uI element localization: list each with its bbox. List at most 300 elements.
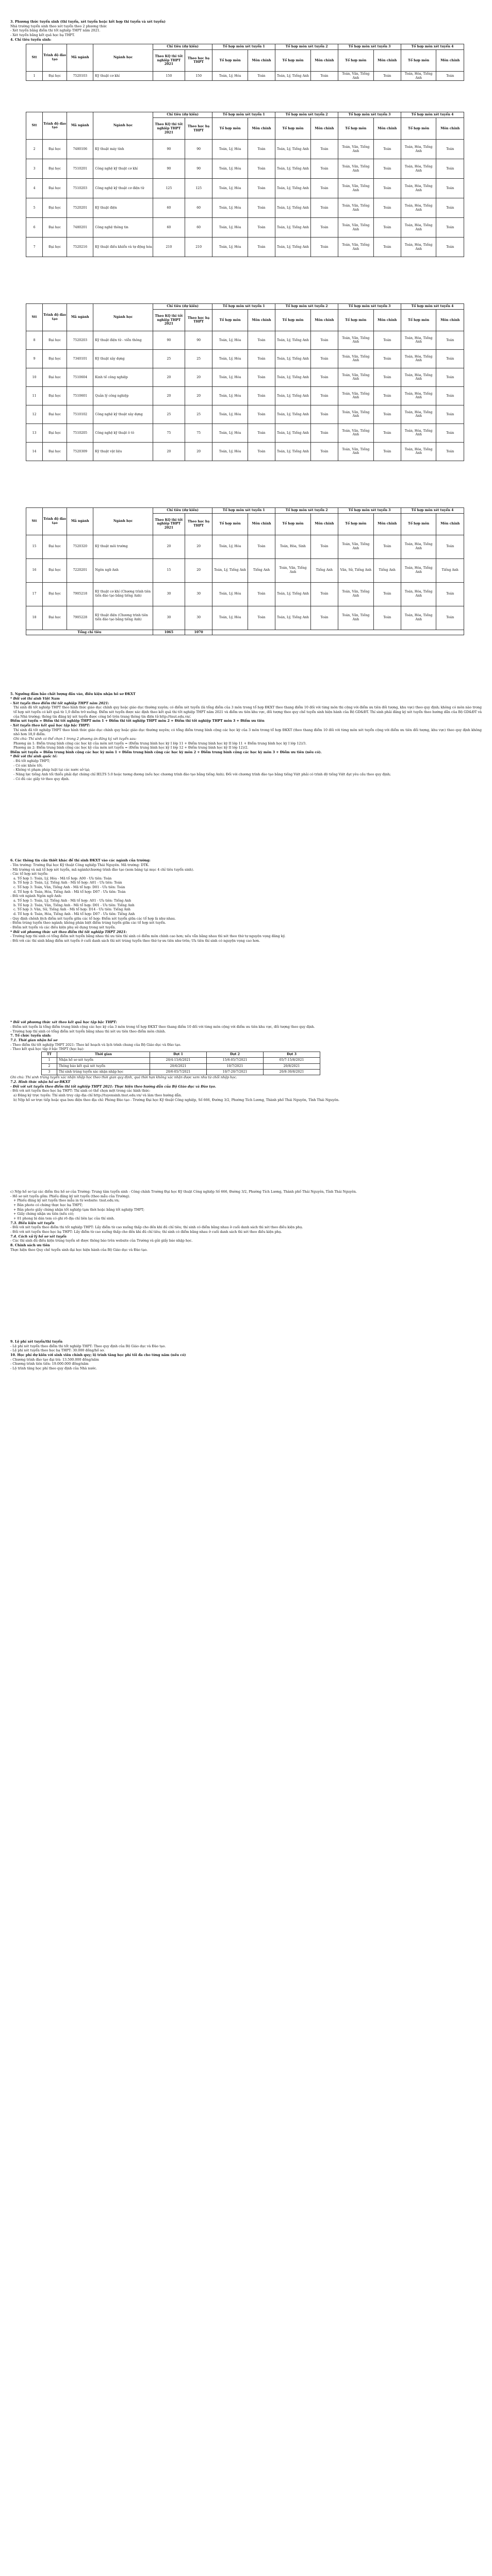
- col-combo-sub: Tổ hợp môn: [401, 118, 436, 140]
- table-cell: Công nghệ kỹ thuật cơ điện tử: [93, 179, 153, 198]
- col-combo-sub: Tổ hợp môn: [401, 513, 436, 535]
- timeline-head: Đợt 3: [264, 1052, 320, 1057]
- combo-item: b. Tổ hợp 2: Toán, Văn, Tiếng Anh - Mã tổ hợp: D01 - Ưu tiên: Tiếng Anh: [13, 903, 135, 907]
- table-cell: Toán: [373, 238, 401, 257]
- col-quota-thpt: Theo KQ thi tốt nghiệp THPT 2021: [153, 513, 185, 535]
- table-cell: 25: [153, 349, 185, 368]
- col-level: Trình độ đào tạo: [43, 112, 67, 140]
- col-combo-sub: Tổ hợp môn: [401, 49, 436, 71]
- table-row: [26, 442, 464, 461]
- sec5-a2-p1: Phương án 1: Điểm trung bình cộng các học kỳ của môn xét tuyển = (Điểm trung bình học kỳ I lớp 11 + Điểm trung bình học kỳ II lớp 11 + Điểm trung bình học kỳ I lớp 12)/3.: [13, 741, 307, 745]
- combo-item: a. Tổ hợp 1: Toán, Lý, Hóa - Mã tổ hợp: A00 - Ưu tiên: Toán: [13, 876, 112, 880]
- table-cell: 7340101: [67, 349, 93, 368]
- table-row: [26, 159, 464, 179]
- timeline-head: TT: [42, 1052, 57, 1057]
- table-cell: Toán, Hóa, Tiếng Anh: [401, 159, 436, 179]
- col-main-sub: Môn chính: [310, 118, 338, 140]
- sec7-line: * Đối với phương thức xét theo kết quả học tập bậc THPT:: [10, 1020, 117, 1025]
- table-cell: 7510201: [67, 159, 93, 179]
- table-cell: Tiếng Anh: [436, 558, 464, 582]
- timeline-head: Đợt 1: [150, 1052, 207, 1057]
- table-cell: Văn, Sử, Tiếng Anh: [338, 558, 373, 582]
- col-stt: Stt: [26, 112, 43, 140]
- timeline-body: [42, 1058, 320, 1075]
- table-cell: 90: [185, 140, 212, 159]
- col-main-sub: Môn chính: [436, 49, 464, 71]
- total-hb: 1070: [185, 630, 212, 635]
- col-code: Mã ngành: [67, 507, 93, 535]
- table-cell: Toán: [373, 71, 401, 81]
- col-quota: Chỉ tiêu (dự kiến): [153, 507, 212, 513]
- table-cell: Toán, Lý, Hóa: [212, 71, 248, 81]
- col-combo4: Tổ hợp môn xét tuyển 4: [401, 507, 464, 513]
- table-cell: Toán, Hóa, Tiếng Anh: [401, 423, 436, 442]
- sec7-line: - Theo điểm thi tốt nghiệp THPT 2021: Theo kế hoạch và lịch trình chung của Bộ Giáo dục và Đào tạo.: [10, 1042, 182, 1047]
- section-8: [10, 1190, 482, 1252]
- table-row: [26, 140, 464, 159]
- timeline-cell: 20/8-30/8/2021: [264, 1070, 320, 1075]
- table-cell: Đại học: [43, 442, 67, 461]
- col-quota-hb: Theo học bạ THPT: [185, 118, 212, 140]
- combo-item: a. Tổ hợp 1: Toán, Lý, Tiếng Anh - Mã tổ hợp: A01 - Ưu tiên: Tiếng Anh: [13, 899, 132, 903]
- table-row: [26, 331, 464, 349]
- sec5-a2-p2: Phương án 2: Điểm trung bình cộng các học kỳ của môn xét tuyển = (Điểm trung bình học kỳ I lớp 12 + Điểm trung bình học kỳ II lớp 12)/2.: [13, 745, 249, 750]
- table-cell: Toán: [310, 179, 338, 198]
- col-stt: Stt: [26, 507, 43, 535]
- table-cell: Toán: [373, 331, 401, 349]
- sec6-line: - Đối với ngành Ngôn ngữ Anh:: [10, 894, 62, 899]
- table-cell: Toán: [310, 198, 338, 218]
- sec5-a1: - Xét tuyển theo điểm thi tốt nghiệp THPT năm 2021:: [10, 701, 109, 705]
- table-cell: Toán: [248, 71, 275, 81]
- table-cell: Toán, Văn, Tiếng Anh: [338, 218, 373, 238]
- table-cell: Đại học: [43, 71, 67, 81]
- sec8-sub: 7.4. Cách xử lý hồ sơ xét tuyển: [10, 1234, 67, 1239]
- table-cell: Toán: [436, 423, 464, 442]
- table-cell: Đại học: [43, 582, 67, 606]
- table-cell: Kỹ thuật điện (Chương trình tiên tiến đào tạo bằng tiếng Anh): [93, 606, 153, 630]
- table-cell: Toán, Hóa, Tiếng Anh: [401, 71, 436, 81]
- timeline-cell: 20/8/2021: [264, 1063, 320, 1069]
- table-cell: 20: [185, 386, 212, 405]
- table-cell: Toán, Lý, Tiếng Anh: [212, 558, 248, 582]
- col-combo-sub: Tổ hợp môn: [275, 118, 310, 140]
- quota-table-body: [26, 71, 464, 81]
- table-row: [26, 405, 464, 423]
- table-cell: 30: [185, 606, 212, 630]
- table-cell: Công nghệ thông tin: [93, 218, 153, 238]
- table-cell: 16: [26, 558, 43, 582]
- table-cell: 7520216: [67, 238, 93, 257]
- table-cell: Toán: [436, 582, 464, 606]
- table-cell: Toán, Hóa, Tiếng Anh: [401, 238, 436, 257]
- table-cell: 20: [185, 368, 212, 386]
- sec9-line: - Chương trình tiên tiến: 19.000.000 đồng/năm: [10, 1362, 89, 1366]
- table-cell: Toán, Lý, Hóa: [212, 368, 248, 386]
- table-row: [26, 558, 464, 582]
- col-major: Ngành học: [93, 304, 153, 331]
- table-row: [26, 198, 464, 218]
- table-cell: 20: [153, 368, 185, 386]
- sec8-line: c) Nộp hồ sơ tại các điểm thu hồ sơ của Trường: Trung tâm tuyển sinh - Công chính Trường Đại học Kỹ thuật Công nghiệp Số 666, Đường 3/2, Phường Tích Lương, Thành phố Thái Nguyên, Tỉnh Thái Nguyên.: [10, 1190, 357, 1194]
- sec5-b-line: - Đủ tốt nghiệp THPT;: [13, 759, 51, 764]
- table-cell: Toán, Lý, Tiếng Anh: [275, 179, 310, 198]
- sec6-line: - Điểm xét tuyển và các điều kiện phụ sử dụng trong xét tuyển.: [10, 925, 116, 929]
- sec5-b-line: - Có sức khỏe tốt;: [13, 763, 43, 768]
- section-10-title: 10. Học phí dự kiến với sinh viên chính quy; lộ trình tăng học phí tối đa cho từng năm (nếu có): [10, 1353, 186, 1358]
- sec7-line: - Đối với xét tuyển theo điểm thi tốt nghiệp THPT 2021: Thực hiện theo hướng dẫn của Bộ Giáo dục và Đào tạo.: [10, 1084, 216, 1089]
- table-cell: Toán: [310, 331, 338, 349]
- table-cell: 13: [26, 423, 43, 442]
- table-cell: Toán, Lý, Hóa: [212, 606, 248, 630]
- col-combo1: Tổ hợp môn xét tuyển 1: [212, 112, 275, 118]
- table-cell: Toán, Hóa, Tiếng Anh: [401, 386, 436, 405]
- col-combo-sub: Tổ hợp môn: [212, 513, 248, 535]
- table-cell: 90: [153, 331, 185, 349]
- table-cell: 30: [185, 582, 212, 606]
- table-cell: Toán: [310, 159, 338, 179]
- table-cell: Toán: [248, 368, 275, 386]
- col-combo-sub: Tổ hợp môn: [338, 309, 373, 331]
- col-quota-thpt: Theo KQ thi tốt nghiệp THPT 2021: [153, 49, 185, 71]
- table-row: [26, 218, 464, 238]
- col-main-sub: Môn chính: [248, 49, 275, 71]
- table-cell: Toán, Lý, Hóa: [212, 386, 248, 405]
- sec5-b-line: - Năng lực tiếng Anh tối thiểu phải đạt chứng chỉ IELTS 5.0 hoặc tương đương (nếu học chương trình đào tạo bằng tiếng Anh); Đối với chương trình đào tạo bằng tiếng Việt phải có trình độ tiếng Việt đạt yêu cầu theo quy định;: [13, 772, 391, 776]
- table-cell: Kỹ thuật máy tính: [93, 140, 153, 159]
- table-cell: Kỹ thuật điện tử - viễn thông: [93, 331, 153, 349]
- intro-line: - Xét tuyển bằng điểm thi tốt nghiệp THPT năm 2021.: [10, 28, 101, 33]
- table-cell: 20: [185, 558, 212, 582]
- table-cell: Toán: [310, 606, 338, 630]
- table-cell: 20: [153, 442, 185, 461]
- table-cell: Toán: [310, 368, 338, 386]
- combo-item: d. Tổ hợp 4: Toán, Hóa, Tiếng Anh - Mã tổ hợp: D07 - Ưu tiên: Toán: [13, 889, 126, 894]
- table-row: [26, 179, 464, 198]
- table-cell: Toán: [373, 606, 401, 630]
- table-row: [26, 535, 464, 558]
- table-cell: Toán: [248, 582, 275, 606]
- table-cell: Toán, Lý, Hóa: [212, 218, 248, 238]
- table-cell: 1: [26, 71, 43, 81]
- table-cell: Toán: [436, 349, 464, 368]
- col-main-sub: Môn chính: [248, 309, 275, 331]
- table-cell: Toán: [436, 140, 464, 159]
- col-combo-sub: Tổ hợp môn: [275, 309, 310, 331]
- quota-table-body: [26, 140, 464, 257]
- col-combo2: Tổ hợp môn xét tuyển 2: [275, 507, 338, 513]
- sec9-line: - Lệ phí xét tuyển theo học bạ THPT: 30.000 đồng/hồ sơ.: [10, 1348, 105, 1353]
- col-combo4: Tổ hợp môn xét tuyển 4: [401, 112, 464, 118]
- col-level: Trình độ đào tạo: [43, 507, 67, 535]
- table-cell: Kinh tế công nghiệp: [93, 368, 153, 386]
- table-cell: Đại học: [43, 159, 67, 179]
- sec9-line: - Lộ trình tăng học phí theo quy định của Nhà nước.: [10, 1366, 97, 1371]
- col-quota-thpt: Theo KQ thi tốt nghiệp THPT 2021: [153, 118, 185, 140]
- table-row: [26, 349, 464, 368]
- sec5-a2: - Xét tuyển theo kết quả học tập bậc THPT:: [10, 723, 90, 727]
- table-cell: Kỹ thuật môi trường: [93, 535, 153, 558]
- timeline-row: [42, 1063, 320, 1069]
- table-cell: 6: [26, 218, 43, 238]
- table-cell: Toán: [436, 331, 464, 349]
- table-cell: Toán, Lý, Tiếng Anh: [275, 140, 310, 159]
- sec7-line: - Trường hợp thí sinh có tổng điểm xét tuyển bằng nhau thì xét ưu tiên theo điểm môn chính.: [10, 1029, 166, 1033]
- table-cell: 9: [26, 349, 43, 368]
- table-cell: Toán: [373, 442, 401, 461]
- table-cell: 11: [26, 386, 43, 405]
- table-cell: 125: [153, 179, 185, 198]
- table-cell: 20: [185, 442, 212, 461]
- table-cell: Toán, Lý, Hóa: [212, 405, 248, 423]
- table-cell: Đại học: [43, 368, 67, 386]
- table-cell: Toán: [436, 535, 464, 558]
- table-cell: 17: [26, 582, 43, 606]
- table-cell: Đại học: [43, 198, 67, 218]
- table-cell: Toán: [373, 179, 401, 198]
- table-cell: Kỹ thuật cơ khí (Chương trình tiên tiến đào tạo bằng tiếng Anh): [93, 582, 153, 606]
- table-row: [26, 606, 464, 630]
- table-cell: Toán, Lý, Hóa: [212, 238, 248, 257]
- table-cell: 60: [185, 198, 212, 218]
- table-cell: 12: [26, 405, 43, 423]
- timeline-cell: 20/6/2021: [150, 1063, 207, 1069]
- table-cell: Toán, Lý, Tiếng Anh: [275, 606, 310, 630]
- table-cell: 7520309: [67, 442, 93, 461]
- table-cell: Đại học: [43, 238, 67, 257]
- table-cell: Toán, Lý, Tiếng Anh: [275, 423, 310, 442]
- col-combo1: Tổ hợp môn xét tuyển 1: [212, 304, 275, 310]
- col-combo4: Tổ hợp môn xét tuyển 4: [401, 44, 464, 50]
- col-combo4: Tổ hợp môn xét tuyển 4: [401, 304, 464, 310]
- table-cell: 7520320: [67, 535, 93, 558]
- table-cell: Toán: [436, 238, 464, 257]
- table-cell: Toán, Văn, Tiếng Anh: [338, 606, 373, 630]
- table-cell: 25: [153, 405, 185, 423]
- table-cell: Toán: [248, 442, 275, 461]
- sec8-line: Thực hiện theo Quy chế tuyển sinh đại học hiện hành của Bộ Giáo dục và Đào tạo.: [10, 1247, 148, 1252]
- table-cell: Toán, Văn, Tiếng Anh: [338, 179, 373, 198]
- col-quota: Chỉ tiêu (dự kiến): [153, 112, 212, 118]
- table-cell: Công nghệ kỹ thuật ô tô: [93, 423, 153, 442]
- sec9-line: - Chương trình đào tạo đại trà: 13.500.000 đồng/năm: [10, 1357, 99, 1362]
- col-combo-sub: Tổ hợp môn: [212, 118, 248, 140]
- table-cell: 8: [26, 331, 43, 349]
- sec5-b-line: - Không vi phạm pháp luật tại các nước sở tại;: [13, 768, 90, 772]
- table-cell: Toán, Văn, Tiếng Anh: [338, 198, 373, 218]
- table-cell: 7520203: [67, 331, 93, 349]
- table-cell: 75: [185, 423, 212, 442]
- col-combo-sub: Tổ hợp môn: [338, 513, 373, 535]
- section-5: [10, 692, 482, 781]
- col-combo1: Tổ hợp môn xét tuyển 1: [212, 44, 275, 50]
- table-cell: 7510102: [67, 405, 93, 423]
- table-cell: Toán, Hóa, Tiếng Anh: [401, 535, 436, 558]
- table-cell: Toán: [436, 368, 464, 386]
- table-cell: Toán: [373, 582, 401, 606]
- table-cell: Đại học: [43, 179, 67, 198]
- sec5-a2-note: Ghi chú: Thí sinh có thể chọn 1 trong 2 phương án đăng ký xét tuyển sau:: [13, 736, 137, 741]
- table-cell: Toán, Lý, Tiếng Anh: [275, 218, 310, 238]
- intro-line: - Xét tuyển bằng kết quả học bạ THPT.: [10, 32, 75, 37]
- timeline-cell: 2: [42, 1063, 57, 1069]
- col-combo3: Tổ hợp môn xét tuyển 3: [338, 304, 401, 310]
- table-cell: Toán, Lý, Hóa: [212, 442, 248, 461]
- timeline-cell: 20/4-15/6/2021: [150, 1058, 207, 1063]
- sec7-line: a) Đăng ký trực tuyến: Thí sinh truy cập địa chỉ http://tuyensinh.tnut.edu.vn/ và làm theo hướng dẫn.: [13, 1093, 182, 1097]
- table-cell: Toán, Văn, Tiếng Anh: [338, 368, 373, 386]
- table-cell: 18: [26, 606, 43, 630]
- table-cell: Toán: [310, 582, 338, 606]
- table-cell: 20: [185, 535, 212, 558]
- table-cell: Toán: [310, 442, 338, 461]
- table-cell: 75: [153, 423, 185, 442]
- col-main-sub: Môn chính: [310, 309, 338, 331]
- table-cell: Toán, Lý, Hóa: [212, 423, 248, 442]
- sec7-note: Ghi chú: Thí sinh trúng tuyển xác nhận nhập học theo thời gian quy định, quá thời hạn không xác nhận được xem như từ chối nhập học.: [10, 1075, 237, 1080]
- sec6-line: * Đối với phương thức xét theo điểm thi tốt nghiệp THPT 2021:: [10, 929, 127, 934]
- combo-item: c. Tổ hợp 3: Văn, Sử, Tiếng Anh - Mã tổ hợp: D14 - Ưu tiên: Tiếng Anh: [13, 907, 131, 912]
- col-combo2: Tổ hợp môn xét tuyển 2: [275, 112, 338, 118]
- col-stt: Stt: [26, 44, 43, 72]
- quota-table-body: [26, 331, 464, 461]
- table-cell: Toán: [373, 198, 401, 218]
- col-major: Ngành học: [93, 507, 153, 535]
- table-cell: Toán: [248, 179, 275, 198]
- sec8-line: - Các thí sinh đủ điều kiện trúng tuyển sẽ được thông báo trên website của Trường và gửi giấy báo nhập học.: [10, 1239, 193, 1243]
- table-cell: 15: [26, 535, 43, 558]
- table-cell: Kỹ thuật điện: [93, 198, 153, 218]
- table-cell: 15: [153, 558, 185, 582]
- table-cell: Toán, Văn, Tiếng Anh: [338, 423, 373, 442]
- timeline-cell: 10/7-20/7/2021: [207, 1070, 264, 1075]
- col-combo3: Tổ hợp môn xét tuyển 3: [338, 44, 401, 50]
- section-7: [10, 1020, 482, 1102]
- timeline-cell: Nhận hồ sơ xét tuyển: [57, 1058, 150, 1063]
- col-combo-sub: Tổ hợp môn: [212, 49, 248, 71]
- timeline-cell: Thông báo kết quả xét tuyển: [57, 1063, 150, 1069]
- table-cell: Toán: [373, 368, 401, 386]
- col-stt: Stt: [26, 304, 43, 331]
- table-cell: 210: [185, 238, 212, 257]
- table-cell: 7905218: [67, 582, 93, 606]
- combo-item: d. Tổ hợp 4: Toán, Hóa, Tiếng Anh - Mã tổ hợp: D07 - Ưu tiên: Tiếng Anh: [13, 911, 135, 916]
- table-cell: Toán, Hóa, Tiếng Anh: [401, 179, 436, 198]
- section-7-title: 7. Tổ chức tuyển sinh:: [10, 1033, 52, 1038]
- table-cell: Toán, Văn, Tiếng Anh: [338, 582, 373, 606]
- table-cell: Kỹ thuật vật liệu: [93, 442, 153, 461]
- col-combo-sub: Tổ hợp môn: [212, 309, 248, 331]
- col-major: Ngành học: [93, 112, 153, 140]
- table-cell: Tiếng Anh: [310, 558, 338, 582]
- table-cell: Công nghệ kỹ thuật cơ khí: [93, 159, 153, 179]
- sec8-line: + 01 phong bì dán tem có ghi rõ địa chỉ liên lạc của thí sinh.: [13, 1216, 115, 1221]
- quota-table-1: [26, 44, 464, 81]
- table-cell: 7510205: [67, 423, 93, 442]
- col-code: Mã ngành: [67, 44, 93, 72]
- table-cell: Toán: [248, 140, 275, 159]
- col-combo1: Tổ hợp môn xét tuyển 1: [212, 507, 275, 513]
- col-code: Mã ngành: [67, 304, 93, 331]
- timeline-head: Đợt 2: [207, 1052, 264, 1057]
- table-cell: Kỹ thuật cơ khí: [93, 71, 153, 81]
- table-cell: 90: [185, 331, 212, 349]
- col-main-sub: Môn chính: [310, 513, 338, 535]
- table-cell: Toán, Văn, Tiếng Anh: [338, 349, 373, 368]
- col-combo-sub: Tổ hợp môn: [275, 513, 310, 535]
- table-cell: Đại học: [43, 535, 67, 558]
- table-cell: Toán: [373, 349, 401, 368]
- sec7-sub: 7.1. Thời gian nhận hồ sơ: [10, 1038, 58, 1042]
- table-cell: Toán, Lý, Tiếng Anh: [275, 368, 310, 386]
- sec8-line: - Đối với xét tuyển theo học bạ THPT: Lấy điểm từ cao xuống thấp cho đến khi đủ chỉ tiêu; thí sinh có điểm bằng nhau ở cuối danh sách thì xét theo điều kiện phụ.: [10, 1229, 282, 1234]
- table-cell: Toán, Văn, Tiếng Anh: [338, 238, 373, 257]
- table-cell: Toán: [373, 218, 401, 238]
- col-quota-hb: Theo học bạ THPT: [185, 513, 212, 535]
- col-main-sub: Môn chính: [436, 118, 464, 140]
- timeline-row: [42, 1070, 320, 1075]
- table-cell: 7480201: [67, 218, 93, 238]
- table-cell: Toán, Lý, Tiếng Anh: [275, 582, 310, 606]
- quota-table-4: [26, 507, 464, 636]
- col-main-sub: Môn chính: [310, 49, 338, 71]
- timeline-row: [42, 1058, 320, 1063]
- table-cell: Toán: [248, 198, 275, 218]
- table-cell: 150: [153, 71, 185, 81]
- table-cell: Toán, Lý, Tiếng Anh: [275, 405, 310, 423]
- sec8-line: - Hồ sơ xét tuyển gồm: Phiếu đăng ký xét tuyển (theo mẫu của Trường).: [10, 1194, 130, 1198]
- sec8-line: + Phiếu đăng ký xét tuyển theo mẫu in từ website: tnut.edu.vn;: [13, 1198, 120, 1203]
- table-cell: Toán, Lý, Hóa: [212, 535, 248, 558]
- section-6: [10, 858, 482, 943]
- table-cell: 7510601: [67, 386, 93, 405]
- table-cell: Toán, Văn, Tiếng Anh: [338, 331, 373, 349]
- col-combo2: Tổ hợp môn xét tuyển 2: [275, 44, 338, 50]
- table-cell: Toán, Văn, Tiếng Anh: [338, 405, 373, 423]
- col-main-sub: Môn chính: [373, 118, 401, 140]
- sec7-line: - Đối với xét tuyển theo học bạ THPT: Thí sinh có thể chọn một trong các hình thức:: [10, 1089, 151, 1093]
- table-cell: 4: [26, 179, 43, 198]
- table-cell: 125: [185, 179, 212, 198]
- table-cell: Toán: [310, 140, 338, 159]
- table-cell: Toán: [310, 238, 338, 257]
- table-cell: 90: [185, 159, 212, 179]
- table-cell: Đại học: [43, 218, 67, 238]
- timeline-cell: 3: [42, 1070, 57, 1075]
- sec6-line: - Mã trường và mã tổ hợp xét tuyển, mã ngành/chương trình đào tạo (xem bảng tại mục 4 chỉ tiêu tuyển sinh).: [10, 867, 194, 872]
- table-cell: Toán, Văn, Tiếng Anh: [338, 535, 373, 558]
- sec6-line: - Đối với các thí sinh bằng điểm xét tuyển ở cuối danh sách thì xét trúng tuyển theo thứ tự ưu tiên như trên; Ưu tiên thí sinh có nguyện vọng cao hơn.: [10, 938, 260, 943]
- table-cell: Toán, Hóa, Tiếng Anh: [401, 442, 436, 461]
- table-cell: 7510604: [67, 368, 93, 386]
- table-cell: Đại học: [43, 423, 67, 442]
- quota-table-2: [26, 112, 464, 257]
- table-cell: Tiếng Anh: [248, 558, 275, 582]
- col-quota-hb: Theo học bạ THPT: [185, 309, 212, 331]
- col-quota-hb: Theo học bạ THPT: [185, 49, 212, 71]
- table-row: [26, 386, 464, 405]
- table-cell: Công nghệ kỹ thuật xây dựng: [93, 405, 153, 423]
- col-combo-sub: Tổ hợp môn: [401, 309, 436, 331]
- col-main-sub: Môn chính: [248, 118, 275, 140]
- table-cell: 7220201: [67, 558, 93, 582]
- table-cell: Toán: [248, 386, 275, 405]
- col-level: Trình độ đào tạo: [43, 304, 67, 331]
- table-cell: Toán, Hóa, Tiếng Anh: [401, 331, 436, 349]
- timeline-cell: 05/7-15/8/2021: [264, 1058, 320, 1063]
- sec6-line: - Điểm trúng tuyển theo ngành; không phân biệt điểm trúng tuyển giữa các tổ hợp xét tuyển.: [10, 921, 166, 925]
- table-cell: Toán: [248, 606, 275, 630]
